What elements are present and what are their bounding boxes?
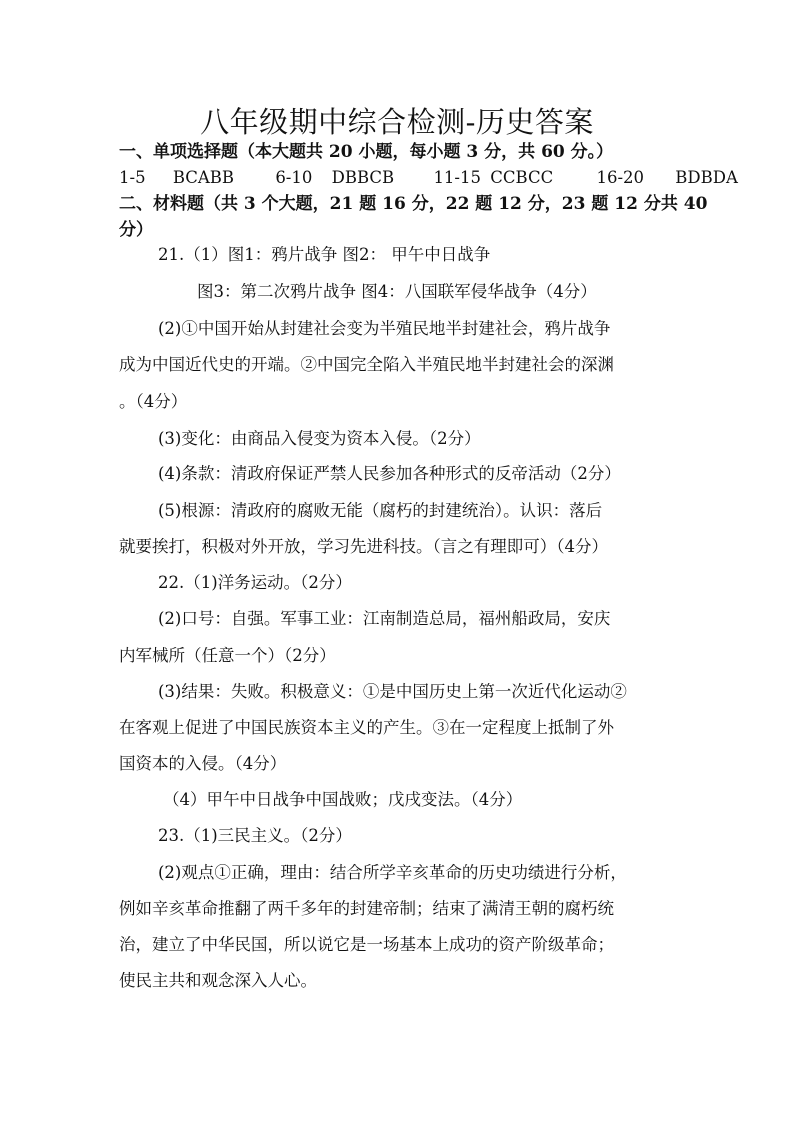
section-2-heading-line-2: 分） [119, 220, 153, 240]
mcq-key: BCABB [172, 168, 235, 187]
answer-line: (2)观点①正确，理由：结合所学辛亥革命的历史功绩进行分析， [158, 863, 627, 882]
mcq-key: DBBCB [331, 168, 395, 187]
answer-line: 治，建立了中华民国，所以说它是一场基本上成功的资产阶级革命； [119, 935, 614, 954]
answer-line: 成为中国近代史的开端。②中国完全陷入半殖民地半封建社会的深渊 [119, 355, 614, 374]
answer-line: (2)口号：自强。军事工业：江南制造总局，福州船政局，安庆 [158, 609, 611, 628]
answer-line: (3)变化：由商品入侵变为资本入侵。（2分） [158, 429, 481, 448]
mcq-key: CCBCC [490, 168, 554, 187]
answer-line: 例如辛亥革命推翻了两千多年的封建帝制；结束了满清王朝的腐朽统 [119, 899, 614, 918]
answer-line: 使民主共和观念深入人心。 [119, 971, 317, 990]
answer-line: 就要挨打，积极对外开放，学习先进科技。（言之有理即可）（4分） [119, 537, 608, 556]
answer-line: 图3：第二次鸦片战争 图4：八国联军侵华战争（4分） [197, 282, 597, 301]
answer-line: 21.（1）图1：鸦片战争 图2： 甲午中日战争 [158, 245, 491, 264]
answer-line: 在客观上促进了中国民族资本主义的产生。③在一定程度上抵制了外 [119, 718, 614, 737]
section-1-heading: 一、单项选择题（本大题共 20 小题，每小题 3 分，共 60 分。） [119, 142, 614, 162]
section-2-heading-line-1: 二、材料题（共 3 个大题，21 题 16 分，22 题 12 分，23 题 12 分共 40 [119, 194, 708, 214]
mcq-answer-row [119, 167, 738, 189]
answer-line: (4)条款：清政府保证严禁人民参加各种形式的反帝活动（2分） [158, 464, 621, 483]
mcq-range: 11-15 [433, 168, 482, 187]
answer-line: 23.（1)三民主义。（2分） [158, 826, 352, 845]
answer-line: 22.（1)洋务运动。（2分） [158, 573, 352, 592]
answer-line: （4）甲午中日战争中国战败；戊戌变法。（4分） [163, 790, 523, 809]
answer-line: (5)根源：清政府的腐败无能（腐朽的封建统治）。认识：落后 [158, 501, 603, 520]
answer-line: 国资本的入侵。（4分） [119, 754, 287, 773]
answer-line: (2)①中国开始从封建社会变为半殖民地半封建社会，鸦片战争 [158, 319, 611, 338]
mcq-range: 6-10 [275, 168, 313, 187]
page-title: 八年级期中综合检测-历史答案 [200, 105, 594, 139]
mcq-range: 16-20 [596, 168, 645, 187]
mcq-range: 1-5 [119, 168, 146, 187]
answer-line: (3)结果：失败。积极意义：①是中国历史上第一次近代化运动② [158, 682, 627, 701]
mcq-key: BDBDA [675, 168, 738, 187]
answer-line: 内军械所（任意一个）（2分） [119, 646, 336, 665]
answer-line: 。（4分） [119, 392, 188, 411]
